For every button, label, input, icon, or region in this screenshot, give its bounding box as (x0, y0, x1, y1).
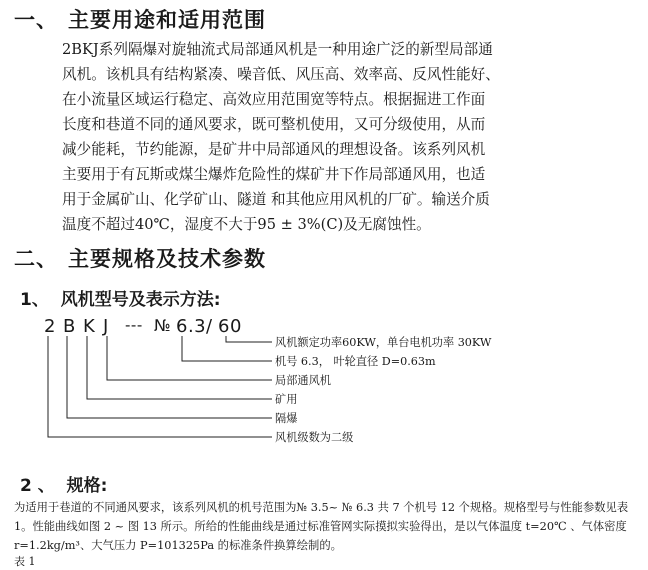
leader-line-mine (87, 336, 272, 399)
label-fan-number: 机号 6.3， 叶轮直径 D=0.63m (275, 355, 436, 368)
subsection1-number: 1、 (20, 290, 49, 310)
model-part-number-sign: № (154, 316, 172, 335)
label-power: 风机额定功率60KW，单台电机功率 30KW (275, 336, 492, 349)
paragraph-line: 温度不超过40℃，湿度不大于95 ± 3%(C)及无腐蚀性。 (62, 216, 431, 233)
model-part-mine: K (83, 316, 96, 337)
model-part-stages: 2 (44, 316, 56, 337)
paragraph-line: 用于金属矿山、化学矿山、隧道 和其他应用风机的厂矿。输送介质 (62, 191, 490, 208)
leader-line-number (182, 336, 272, 361)
section1-title: 主要用途和适用范围 (68, 7, 266, 32)
leader-line-explosion (67, 336, 272, 418)
label-explosion-proof: 隔爆 (275, 412, 298, 425)
subsection2-title: 规格: (66, 476, 108, 496)
section2-number: 二、 (14, 246, 58, 271)
subsection2-number: 2 、 (20, 476, 55, 496)
subsection1-title: 风机型号及表示方法: (60, 290, 221, 310)
paragraph-line: 2BKJ系列隔爆对旋轴流式局部通风机是一种用途广泛的新型局部通 (62, 41, 493, 58)
leader-line-stages (48, 336, 272, 437)
model-part-number: 6.3 (176, 316, 207, 337)
model-part-explosion: B (63, 316, 76, 337)
paragraph-line: 1。性能曲线如图 2 ~ 图 13 所示。所给的性能曲线是通过标准管网实际摸拟实验得出，是以气体温度 t=20℃ 、气体密度 (14, 520, 627, 533)
leader-line-local (107, 336, 272, 380)
paragraph-line: 在小流量区域运行稳定、高效应用范围宽等特点。根据掘进工作面 (62, 91, 486, 108)
section2-title: 主要规格及技术参数 (68, 246, 266, 271)
paragraph-line: 为适用于巷道的不同通风要求，该系列风机的机号范围为№ 3.5~ № 6.3 共 7 个机号 12 个规格。规格型号与性能参数见表 (14, 501, 629, 514)
subsection2-paragraph (14, 498, 644, 555)
label-two-stage: 风机级数为二级 (275, 431, 354, 444)
paragraph-line: r=1.2kg/m³、大气压力 P=101325Pa 的标准条件换算绘制的。 (14, 539, 342, 552)
model-part-dashes: --- (125, 316, 143, 334)
paragraph-line: 主要用于有瓦斯或煤尘爆炸危险性的煤矿井下作局部通风用，也适 (62, 166, 486, 183)
leader-line-power (226, 336, 272, 342)
section1-number: 一、 (14, 7, 58, 32)
label-local-fan: 局部通风机 (275, 374, 331, 387)
paragraph-line: 长度和巷道不同的通风要求，既可整机使用，又可分级使用，从而 (62, 116, 486, 133)
model-part-local: J (103, 316, 109, 337)
table-label: 表 1 (14, 555, 36, 568)
model-part-power: 60 (218, 316, 242, 337)
paragraph-line: 风机。该机具有结构紧凑、噪音低、风压高、效率高、反风性能好、 (62, 66, 500, 83)
subsection2-heading (20, 471, 107, 496)
paragraph-line: 减少能耗，节约能源，是矿井中局部通风的理想设备。该系列风机 (62, 141, 486, 158)
label-mine-use: 矿用 (275, 393, 298, 406)
model-part-slash: / (206, 316, 213, 337)
